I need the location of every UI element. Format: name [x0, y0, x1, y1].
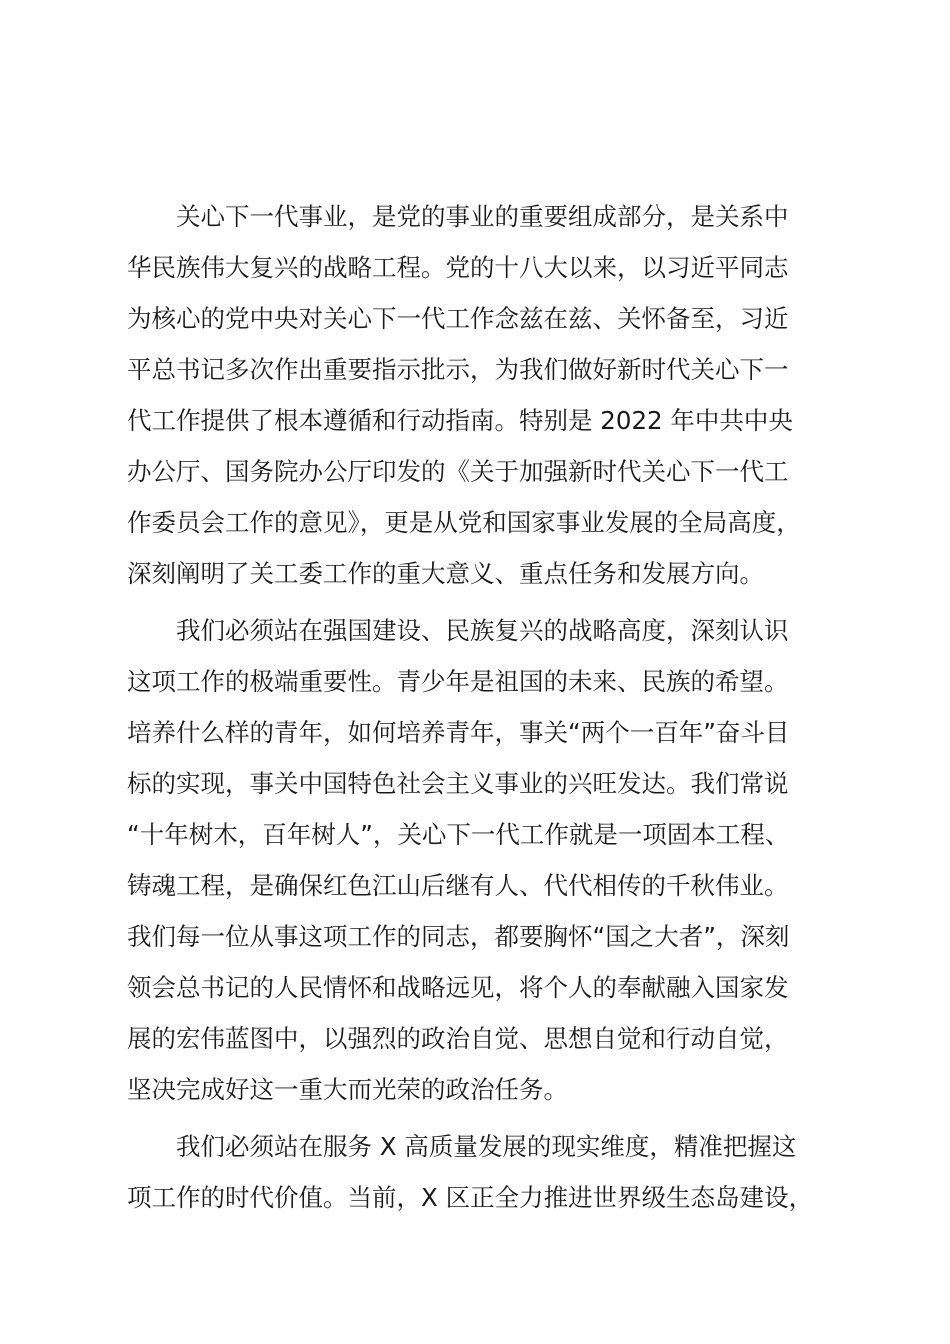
- paragraph-1: [127, 191, 847, 599]
- text-line: 铸魂工程，是确保红色江山后继有人、代代相传的千秋伟业。: [127, 871, 789, 900]
- text-line: 我们必须站在强国建设、民族复兴的战略高度，深刻认识: [127, 616, 789, 645]
- text-line: 培养什么样的青年，如何培养青年，事关“两个一百年”奋斗目: [127, 718, 790, 747]
- paragraph-2: [127, 605, 847, 1115]
- text-line: 华民族伟大复兴的战略工程。党的十八大以来，以习近平同志: [127, 253, 789, 282]
- text-line: 深刻阐明了关工委工作的重大意义、重点任务和发展方向。: [127, 559, 764, 588]
- text-line: “十年树木，百年树人”，关心下一代工作就是一项固本工程、: [127, 820, 790, 849]
- text-line: 领会总书记的人民情怀和战略远见，将个人的奉献融入国家发: [127, 973, 789, 1002]
- paragraph-3: [127, 1121, 847, 1223]
- text-line: 为核心的党中央对关心下一代工作念兹在兹、关怀备至，习近: [127, 304, 789, 333]
- text-line: 关心下一代事业，是党的事业的重要组成部分，是关系中: [127, 202, 789, 231]
- text-line: 坚决完成好这一重大而光荣的政治任务。: [127, 1075, 568, 1104]
- text-line: 这项工作的极端重要性。青少年是祖国的未来、民族的希望。: [127, 667, 789, 696]
- text-line: 我们每一位从事这项工作的同志，都要胸怀“国之大者”，深刻: [127, 922, 790, 951]
- text-line: 我们必须站在服务 X 高质量发展的现实维度，精准把握这: [127, 1132, 797, 1161]
- text-line: 办公厅、国务院办公厅印发的《关于加强新时代关心下一代工: [127, 457, 789, 486]
- text-line: 标的实现，事关中国特色社会主义事业的兴旺发达。我们常说: [127, 769, 789, 798]
- text-line: 项工作的时代价值。当前，X 区正全力推进世界级生态岛建设，: [127, 1183, 814, 1212]
- text-line: 代工作提供了根本遵循和行动指南。特别是 2022 年中共中央: [127, 406, 793, 435]
- text-line: 平总书记多次作出重要指示批示，为我们做好新时代关心下一: [127, 355, 789, 384]
- document-body: [127, 191, 847, 1229]
- text-line: 作委员会工作的意见》，更是从党和国家事业发展的全局高度，: [127, 508, 801, 537]
- text-line: 展的宏伟蓝图中，以强烈的政治自觉、思想自觉和行动自觉，: [127, 1024, 789, 1053]
